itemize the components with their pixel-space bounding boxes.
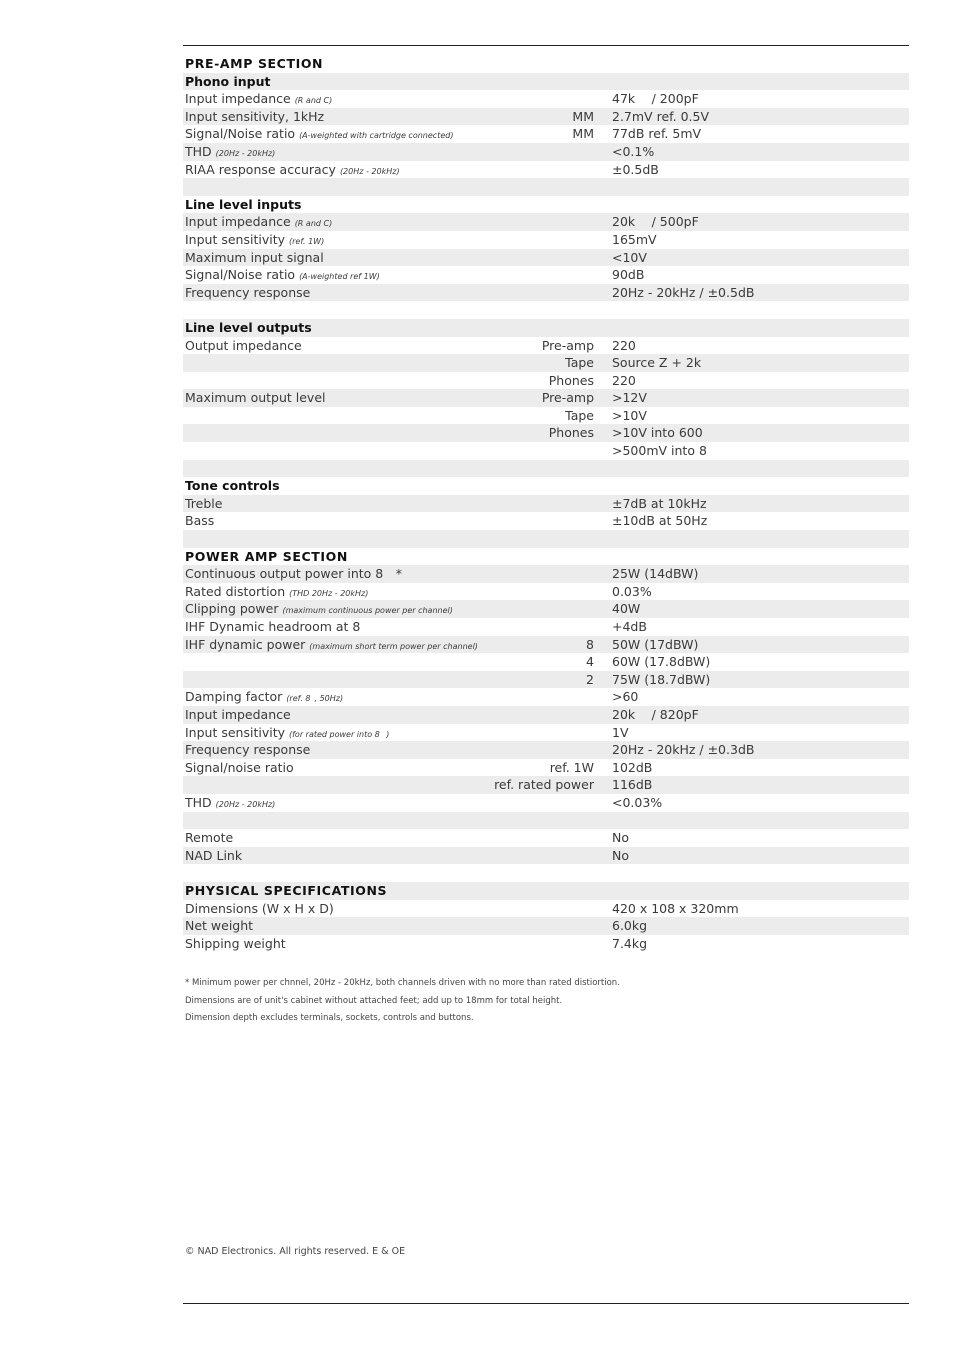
spec-label xyxy=(185,249,324,267)
spec-note: (20Hz - 20kHz) xyxy=(215,148,276,158)
spec-label-text: Damping factor xyxy=(185,689,283,705)
spec-value: >12V xyxy=(612,390,647,406)
spec-value: 1V xyxy=(612,724,629,740)
spec-label-text: Phono input xyxy=(185,73,271,89)
spec-label-text: THD xyxy=(185,794,212,810)
spec-label-text: Dimensions (W x H x D) xyxy=(185,900,334,916)
spec-label xyxy=(185,917,253,935)
spec-value: 165mV xyxy=(612,231,657,247)
spec-condition: 8 xyxy=(586,636,594,652)
footnotes xyxy=(185,975,620,1028)
spec-note: (ref. 8 , 50Hz) xyxy=(286,694,344,704)
spec-row xyxy=(183,847,909,865)
spacer-row xyxy=(183,301,909,319)
spec-label-text: Net weight xyxy=(185,918,254,934)
spec-value: 102dB xyxy=(612,759,653,775)
section-header xyxy=(183,882,909,900)
spec-row xyxy=(183,108,909,126)
spec-label-text: Maximum input signal xyxy=(185,249,324,265)
spec-row xyxy=(183,495,909,513)
spec-label-text: IHF Dynamic headroom at 8 xyxy=(185,619,361,634)
spec-label xyxy=(185,565,402,583)
spec-label xyxy=(185,706,291,724)
spec-label xyxy=(185,741,310,759)
spec-row xyxy=(183,671,909,689)
spec-value: 116dB xyxy=(612,777,653,793)
spec-label-text: Frequency response xyxy=(185,742,311,758)
section-header xyxy=(183,548,909,566)
spec-row xyxy=(183,389,909,407)
spec-row xyxy=(183,935,909,953)
spec-note: (for rated power into 8 ) xyxy=(288,729,390,739)
spec-row xyxy=(183,583,909,601)
spec-label xyxy=(185,829,233,847)
spec-row xyxy=(183,337,909,355)
spec-label xyxy=(185,73,271,91)
spec-value: 6.0kg xyxy=(612,918,648,934)
spec-label-text: Remote xyxy=(185,830,234,846)
spec-value: ±7dB at 10kHz xyxy=(612,495,707,511)
spec-row xyxy=(183,231,909,249)
spec-label xyxy=(185,847,242,865)
spec-condition: Tape xyxy=(565,407,594,423)
spec-label-text: Line level outputs xyxy=(185,319,312,335)
spec-condition: Pre-amp xyxy=(541,337,594,353)
group-heading xyxy=(183,196,909,214)
spacer-row xyxy=(183,460,909,478)
spec-label-text: Input sensitivity xyxy=(185,724,285,740)
spec-label-text: Maximum output level xyxy=(185,390,326,406)
spec-label xyxy=(185,495,222,513)
section-header xyxy=(183,55,909,73)
spec-note: (R and C) xyxy=(294,219,333,229)
spec-row xyxy=(183,143,909,161)
spec-label-text: PRE-AMP SECTION xyxy=(185,56,324,71)
spec-value: No xyxy=(612,830,629,846)
spec-label-text: RIAA response accuracy xyxy=(185,161,336,177)
spec-row xyxy=(183,600,909,618)
spec-condition: MM xyxy=(572,108,594,124)
spec-label-text: Signal/Noise ratio xyxy=(185,267,296,283)
group-heading xyxy=(183,477,909,495)
spec-table xyxy=(183,55,909,952)
spec-label-text: Input sensitivity xyxy=(185,231,285,247)
spec-label-text: POWER AMP SECTION xyxy=(185,548,348,564)
spec-label xyxy=(185,900,334,918)
spec-row xyxy=(183,917,909,935)
group-heading xyxy=(183,319,909,337)
spec-label-text: Line level inputs xyxy=(185,196,302,212)
spec-label-text: PHYSICAL SPECIFICATIONS xyxy=(185,882,388,898)
spec-note: (maximum short term power per channel) xyxy=(309,641,478,651)
spec-value: 20Hz - 20kHz / ±0.3dB xyxy=(612,742,755,758)
group-heading xyxy=(183,73,909,91)
spec-label-text: Input impedance xyxy=(185,706,291,722)
spec-condition: Phones xyxy=(548,425,594,441)
spec-label-text: THD xyxy=(185,143,212,159)
spec-note: (THD 20Hz - 20kHz) xyxy=(289,588,369,598)
spec-label xyxy=(185,512,214,530)
spec-value: 75W (18.7dBW) xyxy=(612,671,711,687)
spec-label xyxy=(185,935,286,953)
spec-value: >10V xyxy=(612,407,647,423)
spacer-row xyxy=(183,178,909,196)
spec-row xyxy=(183,372,909,390)
spec-label-text: Output impedance xyxy=(185,337,302,353)
spec-value: 2.7mV ref. 0.5V xyxy=(612,108,710,124)
spec-label-text: Bass xyxy=(185,513,215,529)
spec-label-text: Signal/noise ratio xyxy=(185,759,294,775)
spec-value: 50W (17dBW) xyxy=(612,636,699,652)
spec-condition: MM xyxy=(572,126,594,142)
spacer-row xyxy=(183,530,909,548)
spec-condition: Pre-amp xyxy=(541,390,594,406)
spec-value: <10V xyxy=(612,249,647,265)
spec-value: 77dB ref. 5mV xyxy=(612,126,702,142)
spec-row xyxy=(183,688,909,706)
spacer-row xyxy=(183,864,909,882)
spec-row xyxy=(183,90,909,108)
spec-note: (A-weighted ref 1W) xyxy=(299,272,380,282)
spec-label-text: Treble xyxy=(185,495,223,511)
spacer-row xyxy=(183,812,909,830)
spec-value: 220 xyxy=(612,372,636,388)
spec-label xyxy=(185,55,323,73)
spec-label xyxy=(185,389,326,407)
spec-label xyxy=(185,477,280,495)
bottom-rule xyxy=(183,1303,909,1304)
footnote: * Minimum power per chnnel, 20Hz - 20kHz, both channels driven with no more than rated distiortion. xyxy=(185,978,620,988)
spec-label-text: Input impedance xyxy=(185,91,291,107)
spec-label xyxy=(185,548,348,566)
spec-row xyxy=(183,125,909,143)
spec-value: 420 x 108 x 320mm xyxy=(612,900,739,916)
spec-label xyxy=(185,618,360,636)
spec-row xyxy=(183,407,909,425)
spec-row xyxy=(183,442,909,460)
spec-row xyxy=(183,266,909,284)
spec-row xyxy=(183,424,909,442)
spec-condition: 2 xyxy=(586,671,594,687)
spec-value: >10V into 600 xyxy=(612,425,703,441)
spec-value: 90dB xyxy=(612,267,645,283)
spec-row xyxy=(183,724,909,742)
footnote: Dimension depth excludes terminals, sockets, controls and buttons. xyxy=(185,1013,474,1024)
spec-row xyxy=(183,618,909,636)
spec-label xyxy=(185,196,301,214)
spec-label-text: Clipping power xyxy=(185,601,279,617)
spec-value: <0.03% xyxy=(612,794,663,810)
spec-label-text: Signal/Noise ratio xyxy=(185,126,296,142)
spec-label-text: Shipping weight xyxy=(185,935,286,951)
spec-row xyxy=(183,900,909,918)
spec-value: 47k / 200pF xyxy=(612,91,699,107)
spec-condition: ref. 1W xyxy=(549,759,594,775)
spec-value: 40W xyxy=(612,601,641,617)
spec-row xyxy=(183,636,909,654)
spec-condition: Phones xyxy=(548,372,594,388)
spec-note: (ref. 1W) xyxy=(288,236,325,246)
spec-row xyxy=(183,512,909,530)
copyright-text: © NAD Electronics. All rights reserved. E & OE xyxy=(185,1246,406,1257)
spec-row xyxy=(183,565,909,583)
spec-value: 7.4kg xyxy=(612,935,648,951)
spec-label-text: Frequency response xyxy=(185,284,311,300)
spec-value: ±10dB at 50Hz xyxy=(612,513,708,529)
spec-row xyxy=(183,794,909,812)
footnote: Dimensions are of unit's cabinet without attached feet; add up to 18mm for total height. xyxy=(185,995,563,1006)
spec-value: 220 xyxy=(612,337,636,353)
spec-row xyxy=(183,829,909,847)
spec-value: 25W (14dBW) xyxy=(612,566,699,582)
spec-note: (A-weighted with cartridge connected) xyxy=(299,131,454,141)
spec-row xyxy=(183,653,909,671)
spec-label xyxy=(185,284,310,302)
spec-value: +4dB xyxy=(612,619,647,634)
spec-value: No xyxy=(612,847,629,863)
spec-label-text: Rated distortion xyxy=(185,583,286,599)
spec-row xyxy=(183,354,909,372)
spec-row xyxy=(183,213,909,231)
spec-value: 20k / 820pF xyxy=(612,706,699,722)
spec-label-text: Continuous output power into 8 * xyxy=(185,566,403,582)
spec-value: >60 xyxy=(612,689,639,705)
spec-label-text: Input sensitivity, 1kHz xyxy=(185,108,325,124)
spec-label xyxy=(185,759,294,777)
spec-condition: Tape xyxy=(565,355,594,371)
spec-note: (20Hz - 20kHz) xyxy=(215,799,276,809)
spec-row xyxy=(183,759,909,777)
spec-label xyxy=(185,882,387,900)
spec-row xyxy=(183,706,909,724)
spec-value: ±0.5dB xyxy=(612,161,659,177)
spec-condition: ref. rated power xyxy=(494,777,594,793)
spec-row xyxy=(183,161,909,179)
spec-label xyxy=(185,337,302,355)
spec-label-text: IHF dynamic power xyxy=(185,636,306,652)
spec-row xyxy=(183,776,909,794)
spec-value: 20Hz - 20kHz / ±0.5dB xyxy=(612,284,755,300)
spec-value: >500mV into 8 xyxy=(612,443,707,459)
spec-value: 20k / 500pF xyxy=(612,214,699,230)
spec-value: <0.1% xyxy=(612,143,655,159)
spec-value: 0.03% xyxy=(612,583,652,599)
spec-row xyxy=(183,741,909,759)
spec-label xyxy=(185,319,312,337)
spec-label-text: NAD Link xyxy=(185,847,243,863)
spec-label xyxy=(185,108,324,126)
spec-label-text: Tone controls xyxy=(185,478,280,494)
spec-value: Source Z + 2k xyxy=(612,355,702,371)
spec-row xyxy=(183,249,909,267)
spec-row xyxy=(183,284,909,302)
spec-note: (R and C) xyxy=(294,96,333,106)
spec-condition: 4 xyxy=(586,654,594,670)
spec-note: (maximum continuous power per channel) xyxy=(282,606,453,616)
spec-value: 60W (17.8dBW) xyxy=(612,654,711,670)
spec-label-text: Input impedance xyxy=(185,214,291,230)
top-rule xyxy=(183,45,909,46)
spec-note: (20Hz - 20kHz) xyxy=(339,166,400,176)
